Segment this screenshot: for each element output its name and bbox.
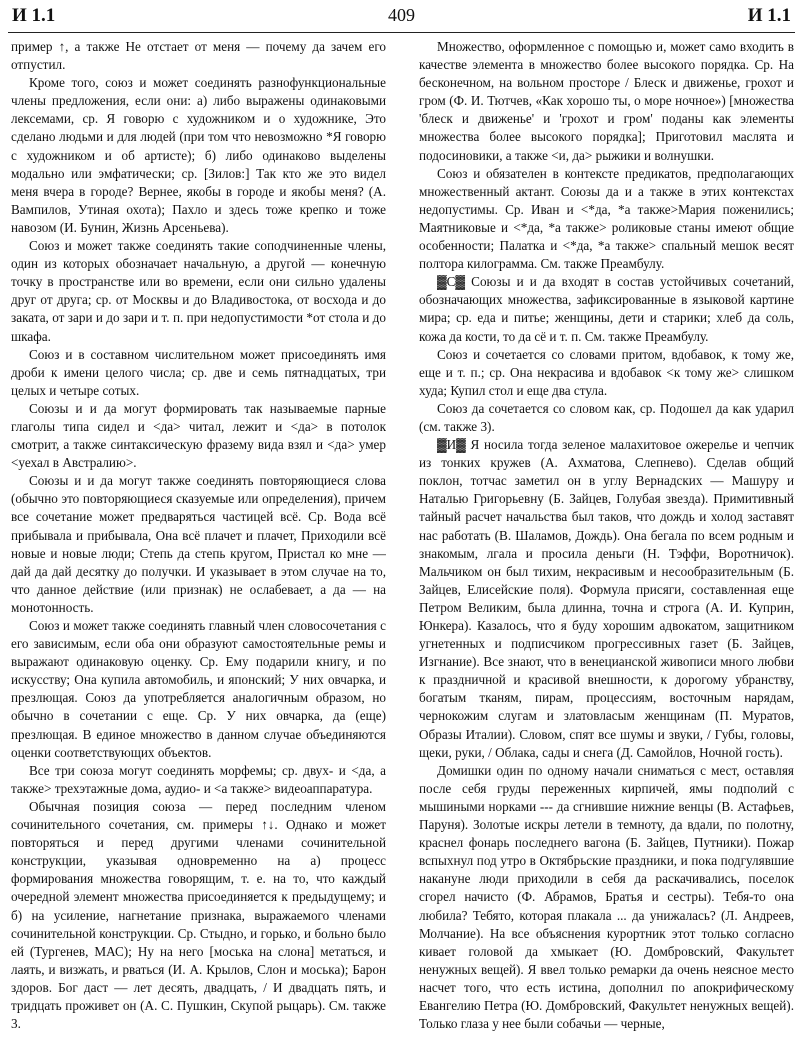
- left-column: [11, 38, 386, 1052]
- paragraph: Союз и сочетается со словами притом, вдобавок, к тому же, еще и т. п.; ср. Она некрасива и вдобавок <к тому же> слишком худа; Купил стол и еще два стула.: [419, 346, 794, 398]
- page-header: [0, 3, 803, 29]
- paragraph: Союз и в составном числительном может присоединять имя дроби к имени целого числа; ср. две и семь пятнадцатых, три целых и четыре сотых.: [11, 346, 386, 398]
- paragraph: Союз да сочетается со словом как, ср. Подошел да как ударил (см. также 3).: [419, 400, 794, 434]
- paragraph: Союз и может также соединять такие соподчиненные члены, один из которых обозначает начальную, а другой — конечную точку в пространстве или во времени, если они сильно удалены друг от друга; ср. от Москвы и до Владивостока, от восхода и до заката, от зари и до зари и т. п. при недопустимости *от стола и до шкафа.: [11, 238, 386, 344]
- paragraph: Домишки один по одному начали сниматься с мест, оставляя после себя груды переженных кирпичей, ямы подполий с мышиными норками --- да сгнившие нижние венцы (В. Астафьев, Паруня). Золотые искры летели в темноту, да вдали, по полотну, краснел фонарь последнего вагона (Б. Зайцев, Путники). Пожар вспыхнул под утро в Октябрьские праздники, и пока подгулявшие накануне люди приходили в себя да раскачивались, поселок сгорел начисто (Ф. Абрамов, Братья и сестры). Тебя-то она любила? Тебято, которая плакала ... да унижалась? (Л. Андреев, Молчание). На все объяснения курортник этот только согласно кивает головой да хмыкает (Ю. Домбровский, Факультет ненужных вещей). Я ввел только ремарки да очень неясное место насчет того, что есть истина, дополнил по апокрифическому Евангелию Петра (Ю. Домбровский, Факультет ненужных вещей). Только глаза у нее были собачьи — черные,: [419, 762, 794, 1032]
- right-column: [419, 38, 794, 1052]
- paragraph: ▓С▓ Союзы и и да входят в состав устойчивых сочетаний, обозначающих множества, зафиксированные в языковой картине мира; ср. еда и питье; женщины, дети и старики; хлеб да соль, кожа да кости, то да сё и т. п. См. также Преамбулу.: [419, 274, 794, 344]
- page-number: 409: [388, 5, 415, 25]
- paragraph: Союзы и и да могут формировать так называемые парные глаголы типа сидел и <да> читал, лежит и <да> в потолок смотрит, а также синтаксическую фразему вида взял и <да> умер <уехал в Австралию>.: [11, 400, 386, 471]
- paragraph: Союз и обязателен в контексте предикатов, предполагающих множественный актант. Союзы да и а также в этих контекстах недопустимы. Ср. Иван и <*да, *а также>Мария поженились; Маятниковые и <*да, *а также> роликовые станы имеют общие особенности; Палатка и <*да, *а также> спальный мешок весят полтора килограмма. См. также Преамбулу.: [419, 165, 794, 272]
- paragraph: пример ↑, а также Не отстает от меня — почему да зачем его отпустил.: [11, 39, 386, 73]
- section-label-left: И 1.1: [12, 5, 56, 26]
- paragraph: Все три союза могут соединять морфемы; ср. двух- и <да, а также> трехэтажные дома, аудио- и <а также> видеоаппаратура.: [11, 762, 386, 796]
- paragraph: Союз и может также соединять главный член словосочетания с его зависимым, если оба они образуют самостоятельные ремы и выражают одинаковую оценку. Ср. Ему подарили книгу, и по искусству; Она купила автомобиль, и японский; У них овчарка, и презлющая. Союз да употребляется аналогичным образом, но обычно в сочетании с еще. Ср. У них овчарка, да (еще) презлющая. В единое множество в данном случае объединяются оценки соответствующих объектов.: [11, 618, 386, 760]
- paragraph: Обычная позиция союза — перед последним членом сочинительного сочетания, см. примеры ↑↓. Однако и может повторяться и перед другими членами сочинительной конструкции, указывая одновременно на а) процесс формирования множества говорящим, т. е. на то, что каждый очередной элемент множества присоединяется к предыдущему; и б) на усиление, нагнетание признака, выражаемого членами сочинительной конструкции. Ср. Стыдно, и горько, и больно было ей (Тургенев, МАС); Ну на него [моська на слона] метаться, и лаять, и визжать, и рваться (И. А. Крылов, Слон и моська); Барон здоров. Бог даст — лет десять, двадцать, / И двадцать пять, и тридцать проживет он (А. С. Пушкин, Скупой рыцарь). См. также 3.: [11, 798, 386, 1032]
- paragraph: ▓И▓ Я носила тогда зеленое малахитовое ожерелье и чепчик из тонких кружев (А. Ахматова, Слепнево). Сделав общий поклон, тотчас заметил он в углу Вернадских — Машуру и Наталью Григорьевну (Б. Зайцев, Голубая звезда). Примитивный тайный расчет начальства был таков, что дождь и холод заставят нас работать (В. Шаламов, Дождь). Она бегала по всем родным и знакомым, лгала и просила деньги (Н. Тэффи, Воротничок). Мальчиком он был тихим, некрасивым и несообразительным (Б. Зайцев, Елисейские поля). Формула присяги, составленная еще Петром Великим, была длинна, точна и строга (А. И. Куприн, Юнкера). Казалось, что я буду хорошим адвокатом, защитником угнетенных и подписчиком прогрессивных газет (Б. Зайцев, Изгнание). Все знают, что в венецианской живописи много любви к праздничной и красивой внешности, к дорогому убранству, богатым тканям, пирам, процессиям, восточным нарядам, чернокожим слугам и златовласым женщинам (П. Муратов, Образы Италии). Словом, спят все шумы и звуки, / Губы, головы, щеки, руки, / Облака, сады и снега (Д. Самойлов, Ночной гость).: [419, 437, 794, 760]
- header-rule: [8, 32, 795, 33]
- paragraph: Множество, оформленное с помощью и, может само входить в качестве элемента в множество более высокого порядка. Ср. На бесконечном, на вольном просторе / Блеск и движенье, грохот и гром (Ф. И. Тютчев, «Как хорошо ты, о море ночное») [множества 'блеск и движенье' и 'грохот и гром' поданы как элементы множества более высокого порядка]; Приготовил маслята и подосиновики, а также <и, да> рыжики и волнушки.: [419, 39, 794, 163]
- section-label-right: И 1.1: [747, 5, 791, 26]
- paragraph: Союзы и и да могут также соединять повторяющиеся слова (обычно это повторяющиеся сказуемые или определения), причем все сочетание может предваряться частицей всё. Ср. Вода всё прибывала и прибывала, Она всё плачет и плачет, Приходили всё новые и новые люди; Степь да степь кругом, Пристал ко мне — дай да дай десятку до получки. И указывает в этом случае на то, что данное действие (или признак) не ослабевает, а да — на монотонность.: [11, 473, 386, 615]
- paragraph: Кроме того, союз и может соединять разнофункциональные члены предложения, если они: а) либо выражены одинаковыми лексемами, ср. Я говорю с художником и о художнике, Это сделано людьми и для людей (при том что невозможно *Я говорю с художником и об артисте); б) либо одинаково выделены модально или эмфатически; ср. [Зилов:] Так кто же это видел меня вчера в городе? Вернее, якобы в городе и якобы меня? (А. Вампилов, Утиная охота); Пахло и здесь тоже крепко и тоже навозом (И. Бунин, Жизнь Арсеньева).: [11, 75, 386, 235]
